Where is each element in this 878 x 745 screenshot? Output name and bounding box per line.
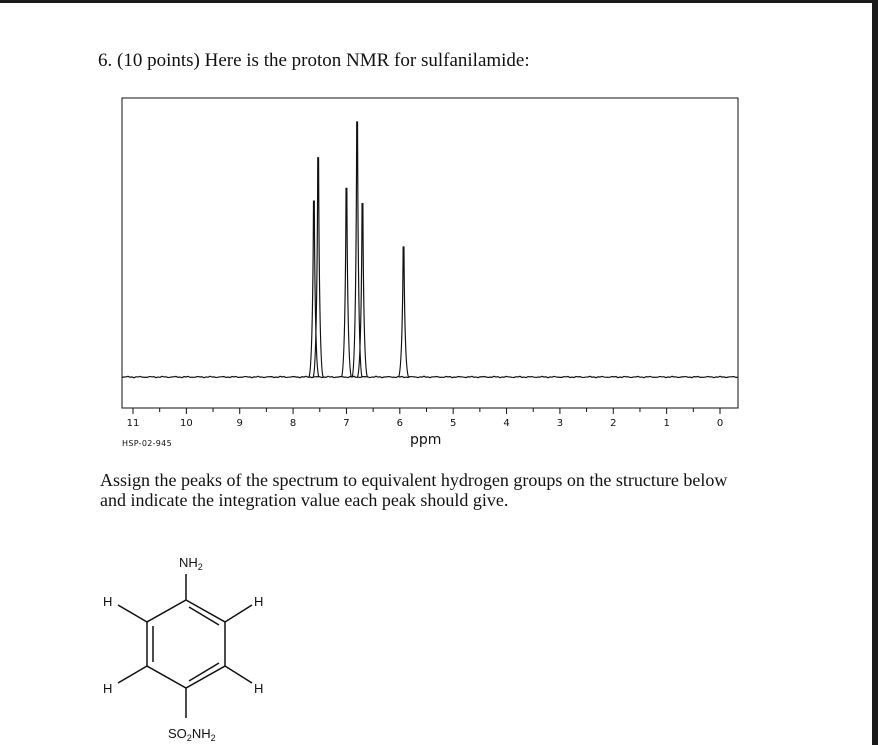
x-axis-tick-label: 1 [663, 418, 670, 429]
bond-to-h-lower-left [118, 666, 147, 683]
bond-to-h-upper-right [225, 605, 252, 622]
x-axis-tick-label: 10 [179, 418, 193, 429]
instructions-line-2: and indicate the integration value each peak should give. [100, 490, 509, 510]
x-axis-tick-label: 4 [503, 418, 510, 429]
nh2-group-label: $NH_2$ [179, 555, 203, 572]
x-axis-tick-label: 9 [236, 418, 243, 429]
x-axis-tick-label: 2 [610, 418, 617, 429]
so2nh2-group-label: $SO_2NH_2$ [168, 726, 216, 743]
x-axis-tick-label: 0 [716, 418, 724, 429]
x-axis-tick-label: 6 [396, 418, 404, 429]
h-lower-right-label: H [254, 681, 264, 696]
x-axis-tick-label: 5 [449, 418, 457, 429]
bond-to-h-lower-right [225, 666, 252, 683]
x-axis-tick-label: 3 [556, 418, 564, 429]
benzene-ring [147, 600, 225, 688]
spectrum-id-code: HSP-02-945 [122, 439, 172, 448]
x-axis-tick-label: 8 [289, 418, 297, 429]
h-upper-left-label: H [103, 594, 113, 609]
h-lower-left-label: H [103, 681, 113, 696]
x-axis-tick-label: 11 [126, 418, 140, 429]
x-axis-tick-label: 7 [343, 418, 350, 429]
question-heading: 6. (10 points) Here is the proton NMR for sulfanilamide: [98, 50, 530, 71]
x-axis-label: ppm [410, 432, 442, 448]
bond-to-h-upper-left [118, 605, 147, 622]
h-upper-right-label: H [254, 594, 264, 609]
instructions-line-1: Assign the peaks of the spectrum to equivalent hydrogen groups on the structure below [100, 470, 728, 490]
